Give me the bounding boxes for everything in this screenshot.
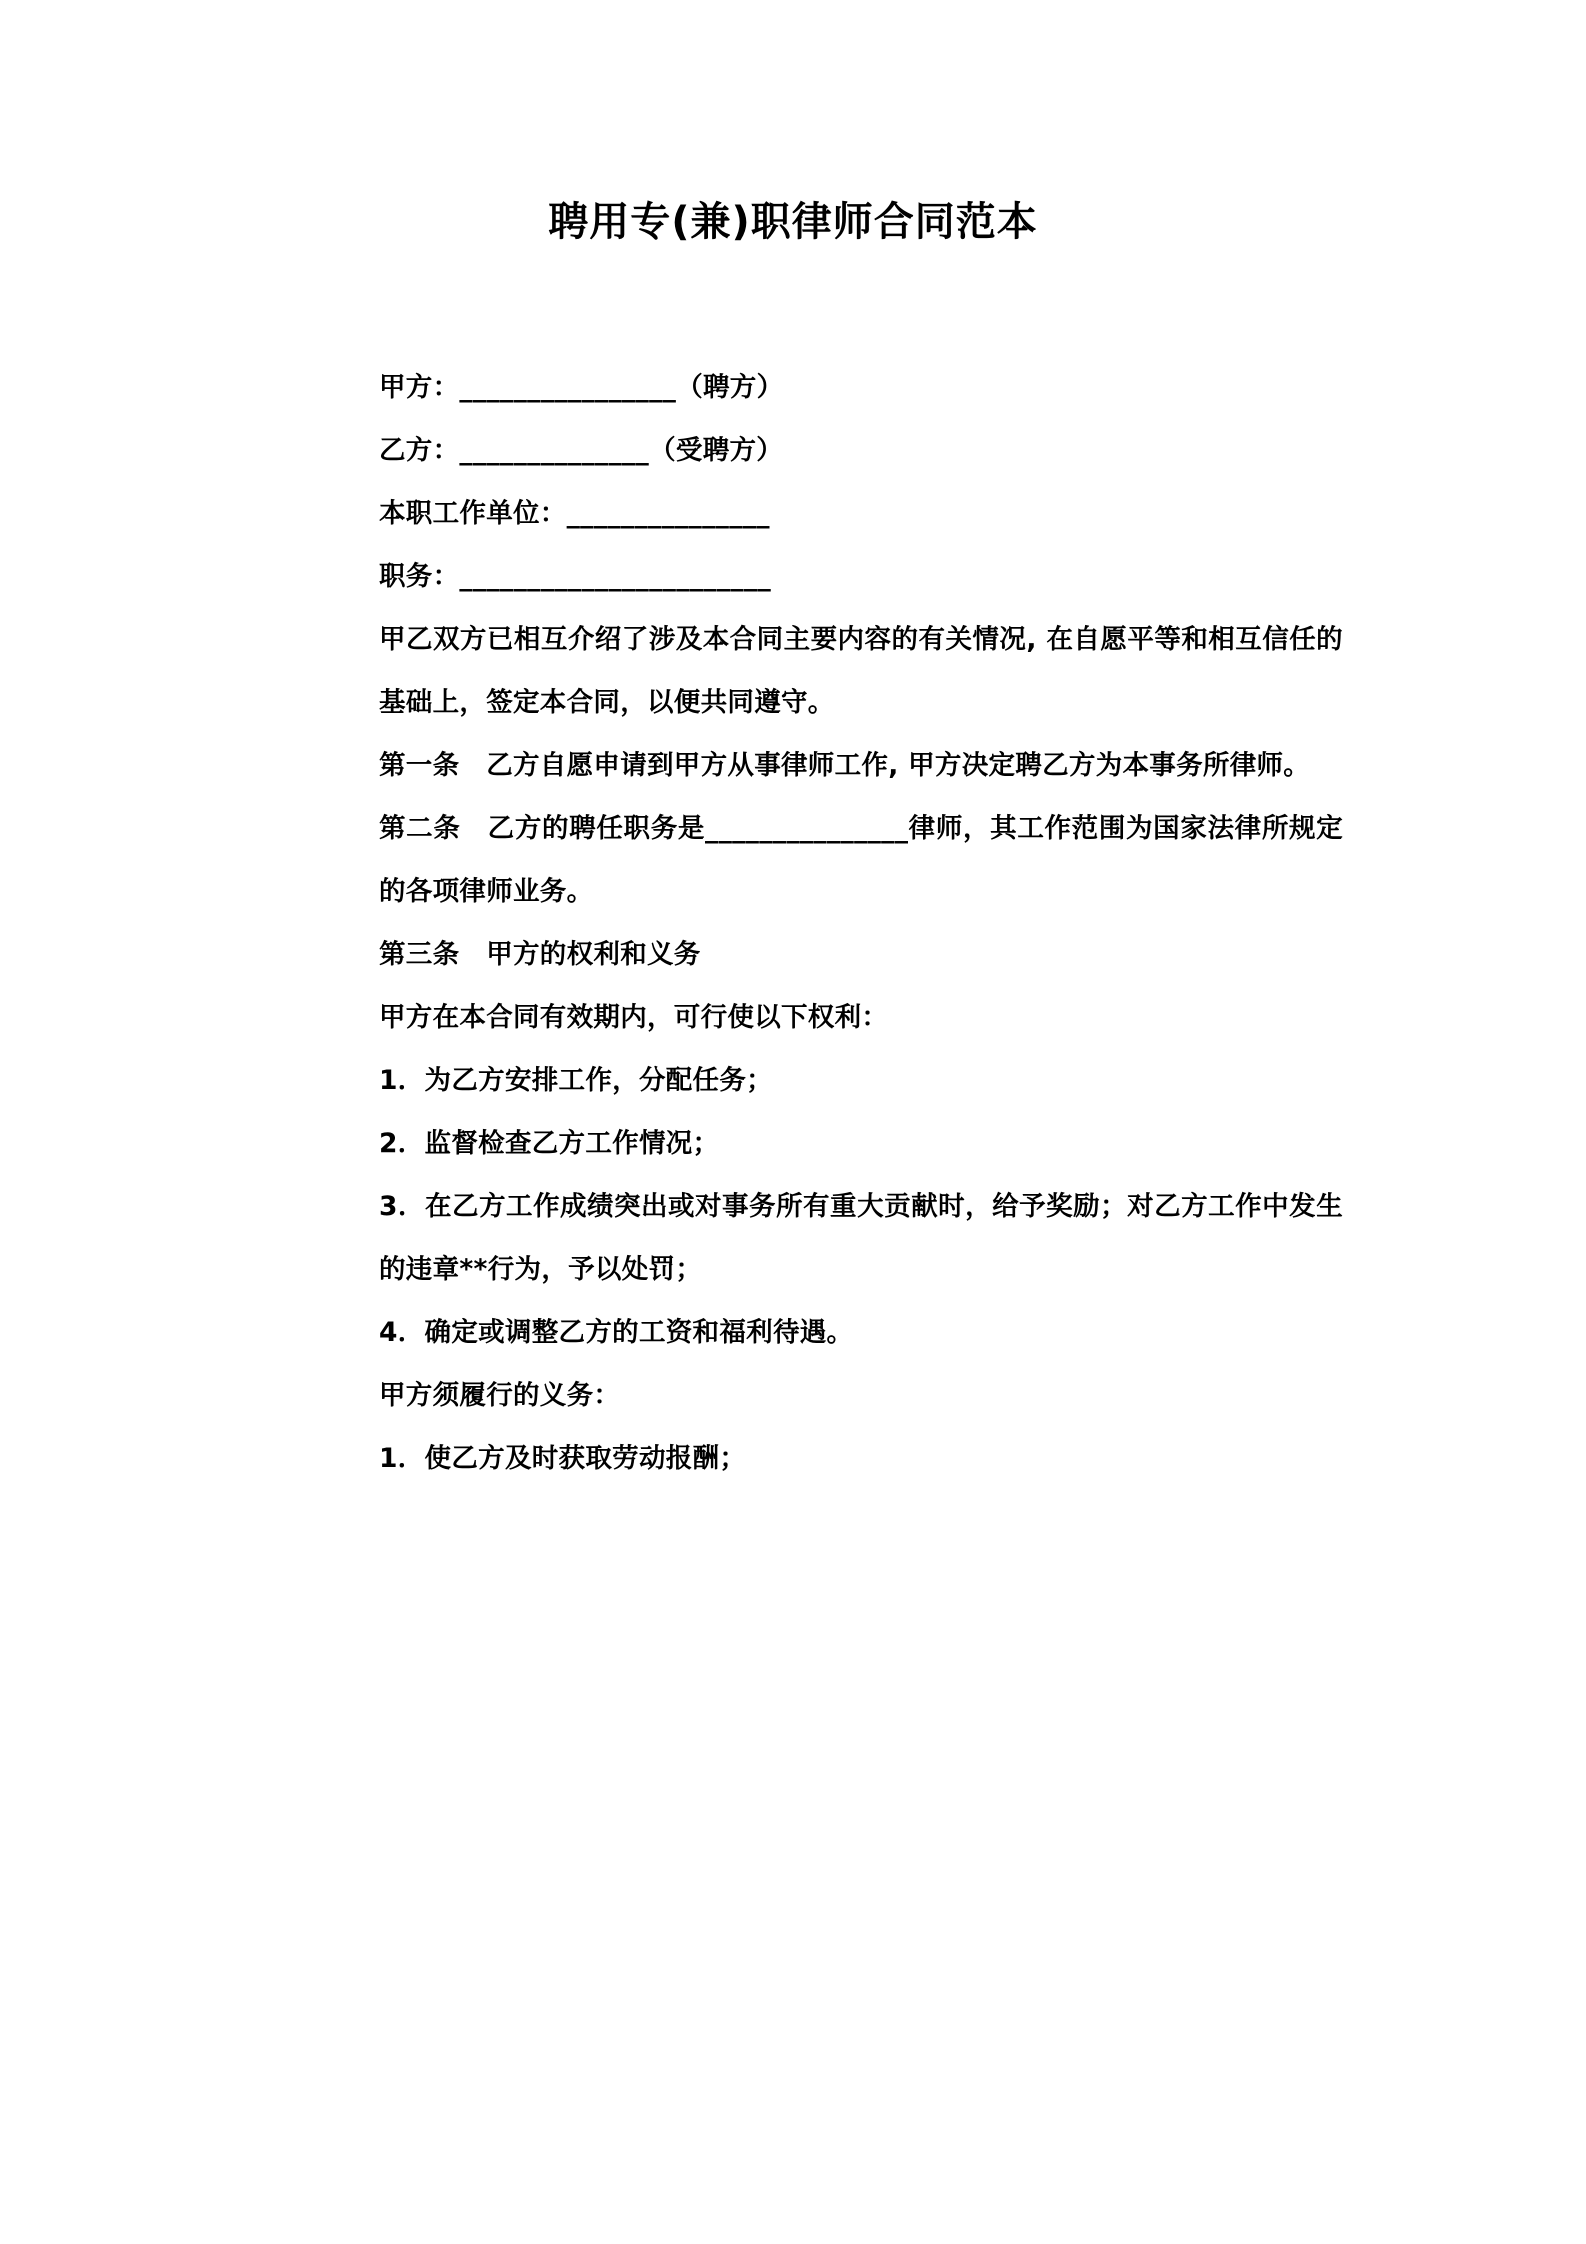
paragraph-party-a: 甲方：________________（聘方） (379, 372, 784, 403)
list-item-right-3: 3．在乙方工作成绩突出或对事务所有重大贡献时，给予奖励；对乙方工作中发生的违章**行为，予以处罚； (379, 1191, 1343, 1285)
paragraph-article-3: 第三条 甲方的权利和义务 (379, 939, 701, 970)
page-title: 聘用专(兼)职律师合同范本 (548, 199, 1038, 245)
list-item-right-1: 1．为乙方安排工作，分配任务； (379, 1065, 773, 1096)
paragraph-position: 职务：_______________________ (379, 561, 772, 592)
paragraph-article-1: 第一条 乙方自愿申请到甲方从事律师工作, 甲方决定聘乙方为本事务所律师。 (379, 750, 1311, 781)
paragraph-article-2: 第二条 乙方的聘任职务是_______________律师，其工作范围为国家法律所规定的各项律师业务。 (379, 813, 1343, 907)
paragraph-preamble: 甲乙双方已相互介绍了涉及本合同主要内容的有关情况, 在自愿平等和相互信任的基础上，签定本合同，以便共同遵守。 (379, 624, 1343, 718)
document-body (243, 246, 1343, 1490)
paragraph-party-b: 乙方：______________（受聘方） (379, 435, 784, 466)
list-item-right-4: 4．确定或调整乙方的工资和福利待遇。 (379, 1317, 854, 1348)
list-item-duty-1: 1．使乙方及时获取劳动报酬； (379, 1443, 747, 1474)
paragraph-work-unit: 本职工作单位：_______________ (379, 498, 770, 529)
paragraph-rights-intro: 甲方在本合同有效期内，可行使以下权利： (379, 1002, 889, 1033)
paragraph-duties-intro: 甲方须履行的义务： (379, 1380, 621, 1411)
list-item-right-2: 2．监督检查乙方工作情况； (379, 1128, 720, 1159)
